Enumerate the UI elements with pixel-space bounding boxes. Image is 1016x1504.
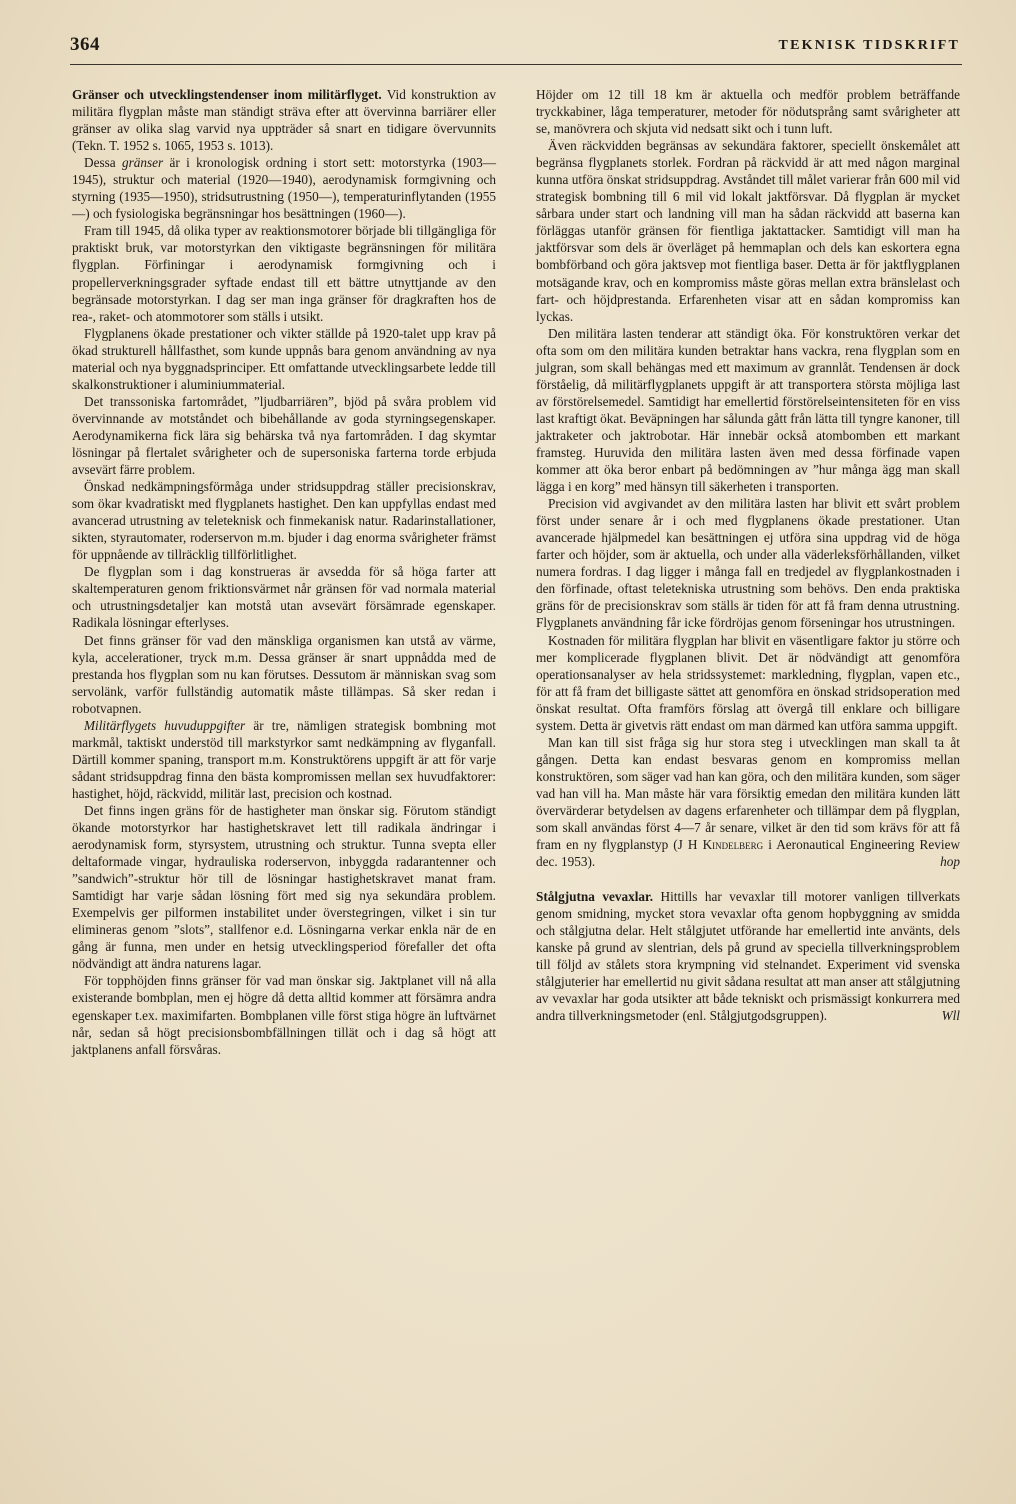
- paragraph: Önskad nedkämpningsförmåga under stridsuppdrag ställer precisionskrav, som ökar kvadratiskt med flygplanets hastighet. Den kan uppfyllas endast med avancerad utrustning av teleteknisk och finmekanisk natur. Radarinstallationer, sikten, styrautomater, roderservon m.m. bjuder i dag enorma svårigheter främst för uppnående av tillräcklig tillförlitlighet.: [72, 479, 496, 563]
- paragraph: Den militära lasten tenderar att ständigt öka. För konstruktören verkar det ofta som om den militära kunden betraktar hans vackra, rena flygplan som en julgran, som skall behängas med ett maximum av grannlåt. Tendensen är dock förståelig, då militärflygplanets uppgift är att transportera största möjliga last av förstörelsemedel. Samtidigt har emellertid förstörelseintensiteten för en viss last kraftigt ökat. Beväpningen har sålunda gått från lätta till tyngre kanoner, till jaktraketer och jaktrobotar. Här innebär också atombomben ett markant framsteg. Huruvida den militära lasten även med dessa förfinade vapen kommer att öka beror enbart på bedömningen av ”hur många ägg man skall lägga i en korg” med hänsyn till säkerheten i transporten.: [536, 325, 960, 495]
- paragraph: [72, 717, 496, 802]
- page-number: 364: [70, 34, 100, 55]
- paragraph-text: Hittills har vevaxlar till motorer vanligen tillverkats genom smidning, mycket stora vevaxlar ofta genom hopbyggning av smidda och stålgjutna delar. Helt stålgjutet utförande har emellertid inte använts, dels kanske på grund av slentrian, dels på grund av speciella tillverkningsproblem till följd av stålets stora krympning vid stelnandet. Experiment vid svenska stålgjuterier har emellertid nu givit sådana resultat att man anser att stålgjutning av vevaxlar har goda utsikter att både tekniskt och prismässigt konkurrera med andra tillverkningsmetoder (enl. Stålgjutgodsgruppen).: [536, 889, 961, 1024]
- article-intro-paragraph: [72, 86, 496, 154]
- section-gap: [536, 870, 960, 888]
- paragraph: För topphöjden finns gränser för vad man önskar sig. Jaktplanet vill nå alla existerande bombplan, men ej högre då detta alltid kommer att försämra andra egenskaper t.ex. maximifarten. Bombplanen ville först stiga högre än luftvärnet når, sedan så högt precisionsbombfällningen tillät och i dag så högt att jaktplanens anfall försvåras.: [72, 973, 496, 1057]
- page-header: [70, 34, 962, 60]
- paragraph-text: Man kan till sist fråga sig hur stora steg i utvecklingen man skall ta åt gången. Detta kan endast besvaras genom en kompromiss mellan konstruktören, som säger vad han kan göra, och den militära kunden, som säger vad han vill ha. Man måste här vara försiktig emedan den militära kunden lätt övervärderar betydelsen av dagens erfarenheter och tillämpar dem på flygplan, som skall användas först 4—7 år senare, vilket är den tid som krävs för att få fram en ny flygplanstyp (J H: [536, 734, 960, 853]
- paragraph-text: i Aeronautical Engineering Review dec. 1953).: [536, 837, 961, 870]
- right-column: [536, 86, 960, 1025]
- emphasis-text: gränser: [121, 155, 164, 171]
- paragraph-text: Vid konstruktion av militära flygplan måste man ständigt sträva efter att övervinna barriärer eller gränser av olika slag varvid nya uppträder så snart en tidigare övervunnits (Tekn. T. 1952 s. 1065, 1953 s. 1013).: [72, 87, 496, 154]
- article-heading: Stålgjutna vevaxlar.: [536, 889, 654, 905]
- paragraph-text: Dessa: [84, 155, 116, 171]
- author-signature: Wll: [941, 1008, 960, 1024]
- paragraph: [72, 154, 496, 222]
- paragraph: Det finns ingen gräns för de hastigheter man önskar sig. Förutom ständigt ökande motorstyrkor har hastighetskravet lett till radikala ändringar i aerodynamisk form, styrsystem, utrustning och struktur. Tunna svepta eller deltaformade vingar, hydrauliska roderservon, inbyggda radarantenner och ”sandwich”-struktur hör till de lösningar hastighetskravet manat fram. Samtidigt har varje sådan lösning fört med sig nya sekundära problem. Exempelvis ger pilformen instabilitet under överstegringen, vilket i sin tur elimineras genom ”slots”, stallfenor e.d. Lösningarna verkar enkla när de en gång är funna, men under en hetsig utvecklingsperiod förefaller det ofta nödvändigt att ändra naturens lagar.: [72, 802, 496, 972]
- left-column: [72, 86, 496, 1058]
- paragraph: [536, 734, 960, 870]
- header-rule: [70, 64, 962, 65]
- paragraph: De flygplan som i dag konstrueras är avsedda för så höga farter att skaltemperaturen genom friktionsvärmet når gränsen för vad normala material och utrustningsdetaljer kan motstå utan avsevärt försämrade egenskaper. Radikala lösningar efterlyses.: [72, 564, 496, 631]
- article-heading: Gränser och utvecklingstendenser inom militärflyget.: [72, 87, 382, 102]
- paragraph: Även räckvidden begränsas av sekundära faktorer, speciellt önskemålet att begränsa flygplanets storlek. Fordran på räckvidd är att med någon marginal kunna utföra önskat stridsuppdrag. Avståndet till målet varierar från 600 mil vid strategisk bombning till 6 mil vid lokalt jaktförsvar. Då flygplan är mycket sårbara under start och landning vill man ha sådan räckvidd att baserna kan förläggas utanför gränsen för fientliga jaktattacker. Samtidigt vill man ha jaktförsvar som dels är överläget på hemmaplan och dels kan eskortera egna bombförband och göra jaktsvep mot fientliga baser. Detta är för jaktflygplanen motsägande krav, och en kompromiss måste göras mellan extra bränslelast och fart- och höjdprestanda. Erfarenheten visar att en sådan kompromiss kan lyckas.: [536, 138, 960, 324]
- paragraph: Höjder om 12 till 18 km är aktuella och medför problem beträffande tryckkabiner, låga temperaturer, metoder för nödutsprång samt svårigheter att se, manövrera och skjuta vid nedsatt sikt och i tunn luft.: [536, 87, 960, 137]
- paragraph: Precision vid avgivandet av den militära lasten har blivit ett svårt problem först under senare år i och med flygplanens ökade prestationer. Utan avancerade hjälpmedel kan besättningen ej utföra sina uppdrag vid de höga farter och höjder, som är aktuella, och under alla väderleksförhållanden, vilket numera fordras. I dag ligger i många fall en tredjedel av flygplankostnaden i den förfinade, oftast teletekniska utrustning som behövs. Den enda praktiska gräns för de precisionskrav som ställs är tiden för att få fram denna utrustning. Flygplanets användning får icke fördröjas genom förseningar hos utrustningen.: [536, 496, 960, 631]
- paragraph: Det transsoniska fartområdet, ”ljudbarriären”, bjöd på svåra problem vid övervinnande av motståndet och bibehållande av goda styrningsegenskaper. Aerodynamikerna fick lära sig behärska två nya fartområden. I dag skymtar lösningar på flertalet svårigheter och de supersoniska farterna torde erbjuda avsevärt färre problem.: [72, 393, 496, 478]
- paragraph: Fram till 1945, då olika typer av reaktionsmotorer började bli tillgängliga för praktiskt bruk, var motorstyrkan den viktigaste begränsningen för militära flygplan. Förfiningar i aerodynamisk formgivning och i propellerverkningsgrader syftade endast till ett bättre utnyttjande av den begränsade motorstyrkan. I dag ser man inga gränser för dragkraften hos de rea-, raket- och atommotorer som ställs i utsikt.: [72, 223, 496, 324]
- article-intro-paragraph: [536, 888, 960, 1024]
- paragraph: Kostnaden för militära flygplan har blivit en väsentligare faktor ju större och mer komplicerade flygplanen blivit. Det är nödvändigt att genomföra operationsanalyser av hela stridssystemet: markledning, flygplan, vapen etc., för att få fram det billigaste sättet att genomföra en önskad stridsoperation med önskat resultat. Ofta framförs förslag att övergå till enklare och billigare system. Detta är givetvis rätt endast om man därmed kan utföra samma uppgift.: [536, 632, 960, 733]
- paragraph-text: är tre, nämligen strategisk bombning mot markmål, taktiskt understöd till markstyrkor samt nedkämpning av flyganfall. Därtill kommer spaning, transport m.m. Konstruktörens uppgift är att för varje sådant stridsuppdrag finna den bästa kompromissen mellan sex huvudfaktorer: hastighet, höjd, räckvidd, militär last, precision och kostnad.: [72, 717, 496, 801]
- journal-title: TEKNISK TIDSKRIFT: [778, 38, 960, 53]
- paragraph: Det finns gränser för vad den mänskliga organismen kan utstå av värme, kyla, accelerationer, tryck m.m. Dessa gränser är snart uppnådda med de prestanda hos flygplan som nu kan förutses. Dessutom är människan svag som servolänk, varför fullständig automatik måste tillämpas. Så sker redan i robotvapnen.: [72, 632, 496, 716]
- paragraph-text: är i kronologisk ordning i stort sett: motorstyrka (1903—1945), struktur och material (1920—1940), aerodynamisk formgivning och styrning (1935—1950), stridsutrustning (1950—), temperaturinflytanden (1955—) och fysiologiska begränsningar hos besättningen (1960—).: [72, 155, 497, 222]
- author-signature: hop: [940, 854, 960, 870]
- paragraph: Flygplanens ökade prestationer och vikter ställde på 1920-talet upp krav på ökad strukturell hållfasthet, som kunde uppnås bara genom användning av nya material och nya byggnadsprinciper. Ett omfattande utvecklingsarbete ledde till skalkonstruktioner i aluminiummaterial.: [72, 325, 496, 392]
- emphasis-text: Militärflygets huvuduppgifter: [84, 717, 246, 733]
- author-name: Kindelberg: [702, 837, 764, 853]
